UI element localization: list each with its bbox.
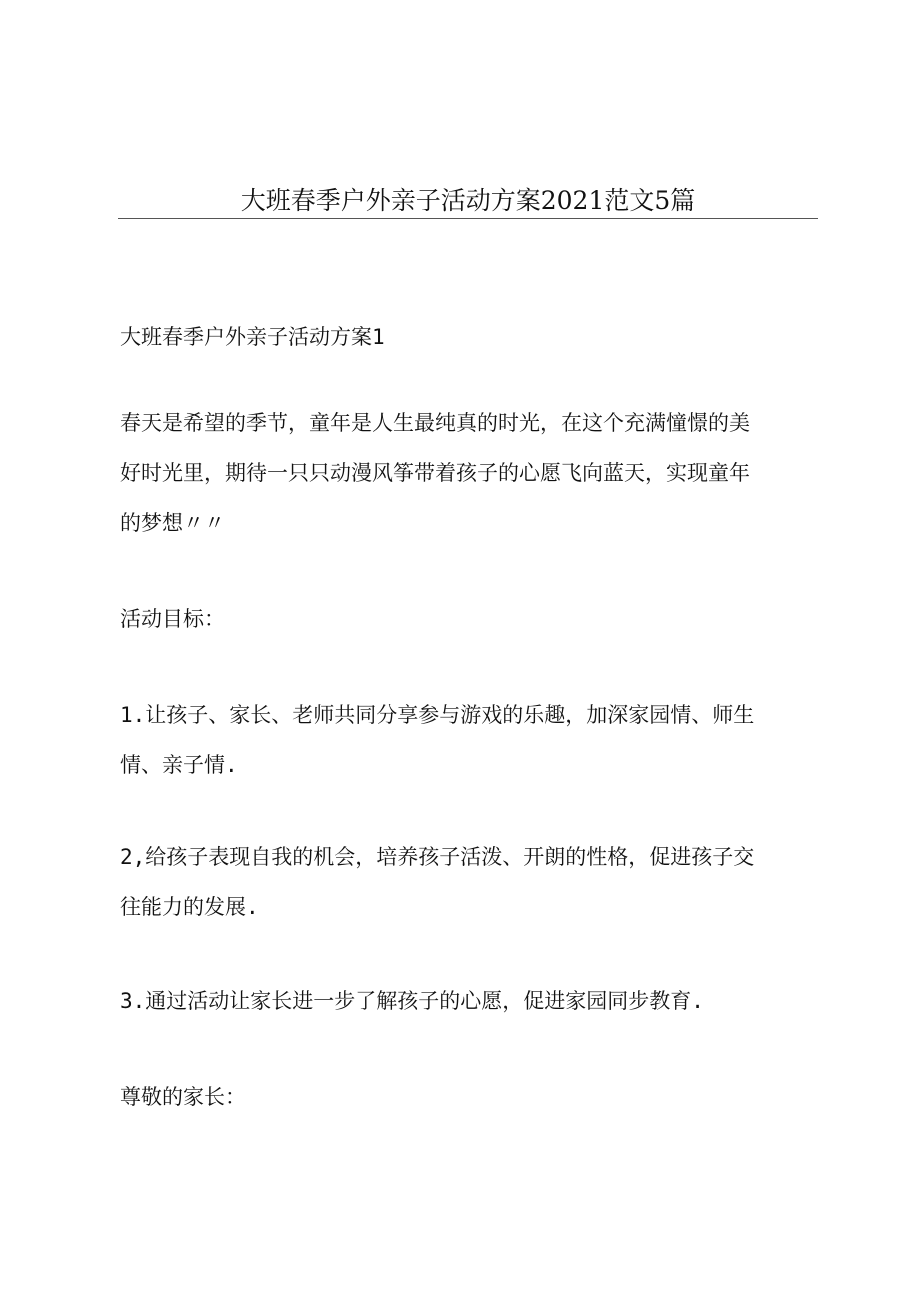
goal-2-line-1: 2,给孩子表现自我的机会，培养孩子活泼、开朗的性格，促进孩子交	[120, 845, 755, 869]
goals-label-text: 活动目标：	[120, 607, 225, 631]
goal-1-line-1: 1.让孩子、家长、老师共同分享参与游戏的乐趣，加深家园情、师生	[120, 703, 755, 727]
goal-1-line-2: 情、亲子情.	[120, 753, 238, 777]
goal-2-paragraph	[120, 832, 820, 932]
document-title: 大班春季户外亲子活动方案2021范文5篇	[240, 186, 696, 215]
section-heading-text: 大班春季户外亲子活动方案1	[120, 325, 385, 349]
salutation	[120, 1072, 820, 1122]
title-underline	[118, 218, 818, 219]
intro-line-2: 好时光里，期待一只只动漫风筝带着孩子的心愿飞向蓝天，实现童年	[120, 461, 750, 485]
intro-paragraph	[120, 398, 820, 548]
goal-3-paragraph	[120, 976, 820, 1026]
goals-label	[120, 594, 820, 644]
goal-3-line-1: 3.通过活动让家长进一步了解孩子的心愿，促进家园同步教育.	[120, 989, 704, 1013]
section-heading	[120, 312, 820, 362]
goal-1-paragraph	[120, 690, 820, 790]
goal-2-line-2: 往能力的发展.	[120, 895, 259, 919]
intro-line-1: 春天是希望的季节，童年是人生最纯真的时光，在这个充满憧憬的美	[120, 411, 750, 435]
salutation-text: 尊敬的家长：	[120, 1085, 246, 1109]
intro-line-3: 的梦想〃〃	[120, 511, 225, 535]
